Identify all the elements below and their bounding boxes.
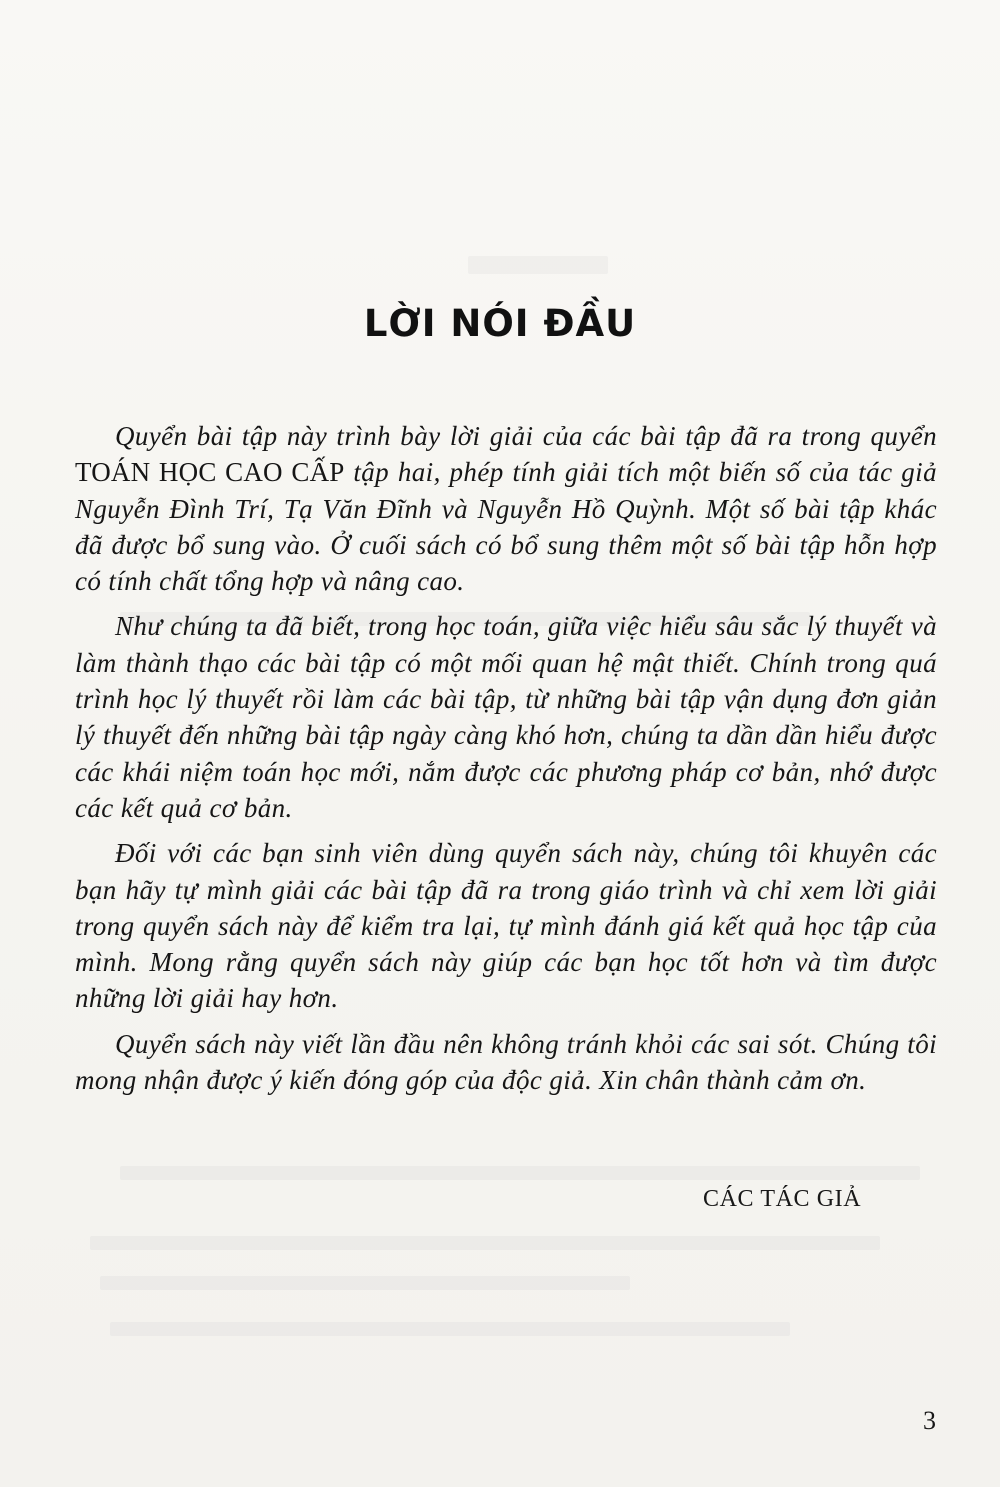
paragraph-1-rest: tập hai, phép tính giải tích một biến số của tác giả Nguyễn Đình Trí, Tạ Văn Đĩnh và Nguyễn Hồ Quỳnh. Một số bài tập khác đã được bổ sung vào. Ở cuối sách có bổ sung thêm một số bài tập hỗn hợp có tính chất tổng hợp và nâng cao. [75, 457, 937, 597]
bleed-through-mark [90, 1236, 880, 1250]
preface-body [75, 418, 937, 1107]
bleed-through-mark [120, 1166, 920, 1180]
page-number: 3 [923, 1406, 936, 1435]
paragraph-2: Như chúng ta đã biết, trong học toán, giữa việc hiểu sâu sắc lý thuyết và làm thành thạo các bài tập có một mối quan hệ mật thiết. Chính trong quá trình học lý thuyết rồi làm các bài tập, từ những bài tập vận dụng đơn giản lý thuyết đến những bài tập ngày càng khó hơn, chúng ta dần dần hiểu được các khái niệm toán học mới, nắm được các phương pháp cơ bản, nhớ được các kết quả cơ bản. [75, 611, 937, 823]
paragraph-1 [75, 418, 937, 599]
authors-signature: CÁC TÁC GIẢ [703, 1186, 862, 1212]
paragraph-3: Đối với các bạn sinh viên dùng quyển sách này, chúng tôi khuyên các bạn hãy tự mình giải các bài tập đã ra trong giáo trình và chỉ xem lời giải trong quyển sách này để kiểm tra lại, tự mình đánh giá kết quả học tập của mình. Mong rằng quyển sách này giúp các bạn học tốt hơn và tìm được những lời giải hay hơn. [75, 838, 937, 1014]
book-title-emphasis: TOÁN HỌC CAO CẤP [75, 457, 345, 488]
paragraph-1-lead: Quyển bài tập này trình bày lời giải của các bài tập đã ra trong quyển [115, 421, 937, 451]
paragraph-4: Quyển sách này viết lần đầu nên không tránh khỏi các sai sót. Chúng tôi mong nhận được ý kiến đóng góp của độc giả. Xin chân thành cảm ơn. [75, 1028, 937, 1096]
bleed-through-mark [100, 1276, 630, 1290]
bleed-through-mark [110, 1322, 790, 1336]
page-title: LỜI NÓI ĐẦU [363, 302, 637, 345]
bleed-through-mark [468, 256, 608, 274]
